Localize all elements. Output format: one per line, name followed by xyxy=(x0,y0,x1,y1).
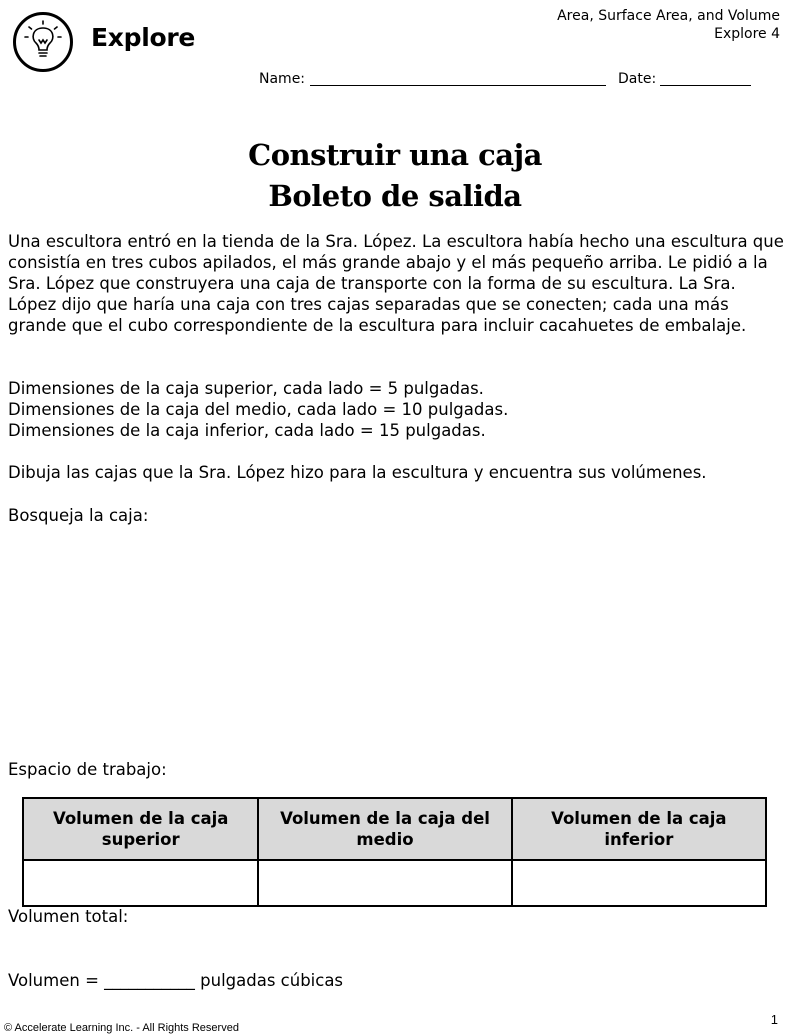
dimension-top: Dimensiones de la caja superior, cada lado = 5 pulgadas. xyxy=(8,379,484,398)
dimension-middle: Dimensiones de la caja del medio, cada lado = 10 pulgadas. xyxy=(8,400,509,419)
work-space-label: Espacio de trabajo: xyxy=(8,760,167,779)
logo xyxy=(13,12,73,72)
answer-cell-top[interactable] xyxy=(23,860,258,906)
unit-title xyxy=(557,7,780,43)
date-field-line[interactable] xyxy=(660,85,751,86)
table-row xyxy=(23,860,766,906)
page-number: 1 xyxy=(770,1012,778,1027)
page-title: Construir una caja xyxy=(248,138,542,172)
copyright-text: © Accelerate Learning Inc. - All Rights Reserved xyxy=(4,1022,239,1034)
name-label: Name: xyxy=(259,71,306,87)
unit-title-line2: Explore 4 xyxy=(714,26,780,42)
unit-title-line1: Area, Surface Area, and Volume xyxy=(557,8,780,24)
header-bottom-box: Volumen de la caja inferior xyxy=(512,798,766,860)
dimension-bottom: Dimensiones de la caja inferior, cada lado = 15 pulgadas. xyxy=(8,421,486,440)
volume-table xyxy=(22,797,767,907)
volume-answer-line: Volumen = ___________ pulgadas cúbicas xyxy=(8,971,344,990)
intro-paragraph: Una escultora entró en la tienda de la Sra. López. La escultora había hecho una escultura que consistía en tres cubos apilados, el más grande abajo y el más pequeño arriba. Le pidió a la Sra. López que construyera una caja de transporte con la forma de su escultura. La Sra. López dijo que haría una caja con tres cajas separadas que se conecten; cada una más grande que el cubo correspondiente de la escultura para incluir cacahuetes de embalaje. xyxy=(8,232,784,335)
instruction-text: Dibuja las cajas que la Sra. López hizo para la escultura y encuentra sus volúmenes. xyxy=(8,463,707,482)
sketch-label: Bosqueja la caja: xyxy=(8,506,149,525)
answer-cell-middle[interactable] xyxy=(258,860,511,906)
date-label: Date: xyxy=(618,71,657,87)
header-middle-box: Volumen de la caja del medio xyxy=(258,798,511,860)
page-subtitle: Boleto de salida xyxy=(268,179,522,213)
table-header-row xyxy=(23,798,766,860)
total-volume-label: Volumen total: xyxy=(8,907,129,926)
lightbulb-icon xyxy=(16,15,70,69)
answer-cell-bottom[interactable] xyxy=(512,860,766,906)
brand-title: Explore xyxy=(91,23,196,52)
header-top-box: Volumen de la caja superior xyxy=(23,798,258,860)
name-field-line[interactable] xyxy=(310,85,606,86)
